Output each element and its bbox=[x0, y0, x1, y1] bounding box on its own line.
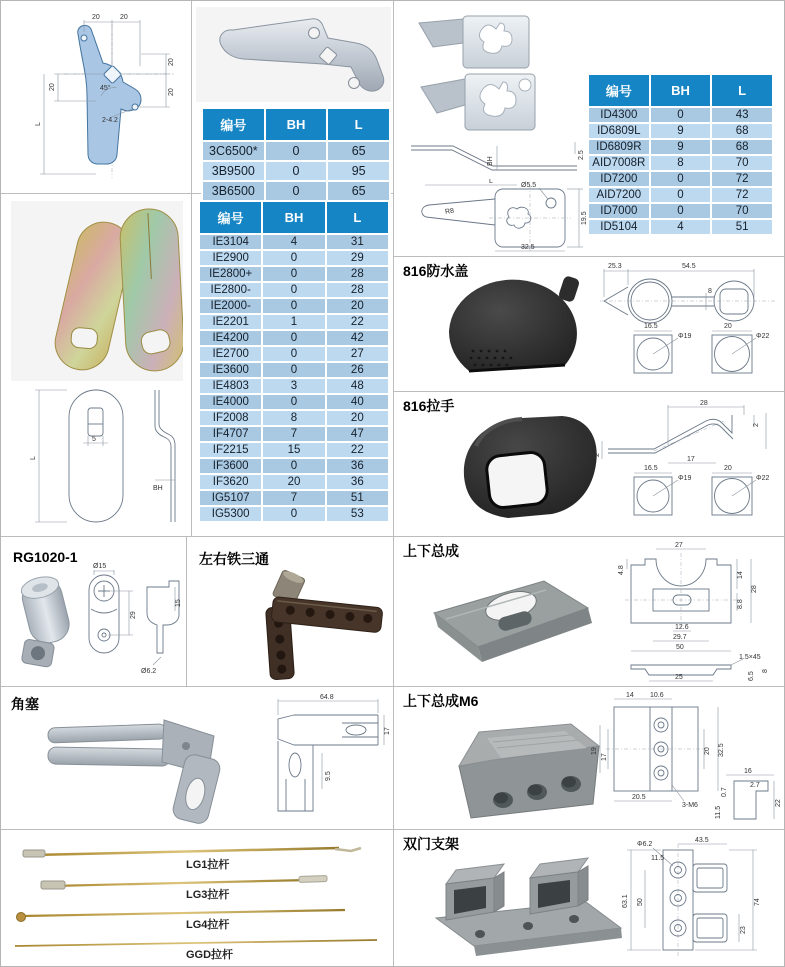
dim-label: 20 bbox=[168, 88, 175, 96]
dim-label: BH bbox=[153, 485, 163, 492]
table-cell: 43 bbox=[711, 107, 773, 123]
rod-label: LG4拉杆 bbox=[186, 919, 230, 931]
section-title-rg1020: RG1020-1 bbox=[13, 549, 78, 565]
table-cell: IG5107 bbox=[199, 490, 262, 506]
dim-label: 8 bbox=[762, 669, 769, 673]
section-title-updown: 上下总成 bbox=[403, 543, 459, 559]
section-title-corner: 角塞 bbox=[11, 696, 39, 712]
table-cell: 1 bbox=[262, 314, 325, 330]
table-row bbox=[202, 181, 390, 201]
dim-label: 17 bbox=[384, 727, 391, 735]
bracket-photo-2 bbox=[421, 74, 535, 130]
table-row bbox=[199, 282, 389, 298]
dim-label: 19.5 bbox=[581, 211, 588, 225]
pull-rods-photo bbox=[1, 831, 393, 966]
table-cell: 29 bbox=[326, 250, 389, 266]
divider bbox=[1, 686, 785, 687]
dim-label: 32.5 bbox=[718, 743, 725, 757]
dim-label: L bbox=[489, 179, 493, 185]
table-row bbox=[588, 139, 773, 155]
table-cell: 0 bbox=[262, 266, 325, 282]
bracket-tube-right bbox=[530, 858, 588, 914]
dim-label: 2.7 bbox=[750, 782, 760, 789]
dim-label: 5 bbox=[92, 436, 96, 443]
dim-label: Ø15 bbox=[93, 563, 107, 570]
table-row bbox=[199, 506, 389, 522]
table-cell: 95 bbox=[327, 161, 390, 181]
rod-label: LG3拉杆 bbox=[186, 889, 230, 901]
section-title-tee: 左右铁三通 bbox=[199, 551, 269, 567]
dim-label: 50 bbox=[637, 898, 644, 906]
table-cell: IG5300 bbox=[199, 506, 262, 522]
table-cell: IE4200 bbox=[199, 330, 262, 346]
rod-lg4 bbox=[17, 910, 346, 931]
table-cell: 8 bbox=[650, 155, 712, 171]
dim-label: R8 bbox=[444, 207, 455, 216]
table-row bbox=[199, 250, 389, 266]
parts-table-brackets bbox=[587, 73, 774, 236]
table-row bbox=[202, 141, 390, 161]
table-cell: 22 bbox=[326, 314, 389, 330]
brackets-photo bbox=[401, 11, 581, 136]
table-row bbox=[199, 314, 389, 330]
dim-label: Φ6.2 bbox=[637, 841, 653, 848]
dim-label: 2-4.2 bbox=[102, 117, 118, 124]
table-row bbox=[199, 458, 389, 474]
table-cell: 0 bbox=[262, 362, 325, 378]
dim-label: Ø6.2 bbox=[141, 668, 157, 675]
dim-label: 1.5×45 bbox=[739, 654, 761, 661]
table-cell: ID7000 bbox=[588, 203, 650, 219]
table-cell: 20 bbox=[262, 474, 325, 490]
table-cell: IF2008 bbox=[199, 410, 262, 426]
table-cell: 3 bbox=[262, 378, 325, 394]
waterproof-cap-photo bbox=[431, 271, 601, 383]
dim-label: 64.8 bbox=[320, 694, 334, 701]
table-row bbox=[199, 234, 389, 250]
dim-label: 15 bbox=[175, 599, 182, 607]
table-cell: 0 bbox=[265, 141, 328, 161]
updown-assembly-drawing bbox=[601, 541, 781, 683]
handle-drawing bbox=[594, 397, 782, 532]
table-cell: 48 bbox=[326, 378, 389, 394]
dim-label: 2.5 bbox=[578, 150, 585, 160]
bracket-photo-1 bbox=[419, 16, 529, 68]
double-door-bracket-drawing bbox=[601, 836, 771, 964]
table-cell: 0 bbox=[262, 298, 325, 314]
table-row bbox=[588, 219, 773, 235]
table-row bbox=[199, 346, 389, 362]
dim-label: 28 bbox=[751, 585, 758, 593]
dim-label: 20 bbox=[120, 14, 128, 21]
bracket-plan-drawing bbox=[399, 179, 589, 253]
rod-label: GGD拉杆 bbox=[186, 949, 234, 961]
dim-label: 23 bbox=[740, 926, 747, 934]
column-header: 编号 bbox=[199, 201, 262, 234]
table-cell: 65 bbox=[327, 181, 390, 201]
divider bbox=[393, 256, 785, 257]
cam-lever-drawing bbox=[6, 6, 186, 188]
dim-label: 54.5 bbox=[682, 263, 696, 270]
dim-label: 28 bbox=[700, 400, 708, 407]
divider bbox=[1, 829, 785, 830]
divider bbox=[191, 1, 192, 536]
table-cell: IE2700 bbox=[199, 346, 262, 362]
bracket-tube-left bbox=[446, 864, 504, 920]
dim-label: 2 bbox=[753, 423, 760, 427]
table-cell: 7 bbox=[262, 490, 325, 506]
table-cell: AID7008R bbox=[588, 155, 650, 171]
table-cell: 0 bbox=[262, 394, 325, 410]
table-cell: 36 bbox=[326, 474, 389, 490]
table-cell: IE4000 bbox=[199, 394, 262, 410]
table-cell: 15 bbox=[262, 442, 325, 458]
table-cell: 40 bbox=[326, 394, 389, 410]
dim-label: 20 bbox=[92, 14, 100, 21]
table-cell: 68 bbox=[711, 123, 773, 139]
table-cell: IF2215 bbox=[199, 442, 262, 458]
updown-assembly-photo bbox=[416, 561, 601, 676]
column-header: L bbox=[711, 74, 773, 107]
table-cell: IE3104 bbox=[199, 234, 262, 250]
rod-label: LG1拉杆 bbox=[186, 859, 230, 871]
rod-lg3 bbox=[41, 876, 327, 901]
dim-label: 29.7 bbox=[673, 634, 687, 641]
table-cell: 0 bbox=[262, 506, 325, 522]
dim-label: 45° bbox=[100, 85, 111, 92]
table-cell: 27 bbox=[326, 346, 389, 362]
table-cell: 42 bbox=[326, 330, 389, 346]
table-cell: ID7200 bbox=[588, 171, 650, 187]
table-cell: 3B6500 bbox=[202, 181, 265, 201]
column-header: BH bbox=[262, 201, 325, 234]
table-cell: ID6809R bbox=[588, 139, 650, 155]
divider bbox=[1, 536, 785, 537]
table-cell: 0 bbox=[262, 458, 325, 474]
table-cell: 28 bbox=[326, 282, 389, 298]
table-cell: IF3620 bbox=[199, 474, 262, 490]
dim-label: 29 bbox=[130, 611, 137, 619]
table-row bbox=[588, 203, 773, 219]
table-row bbox=[199, 362, 389, 378]
table-cell: 68 bbox=[711, 139, 773, 155]
section-title-updown-m6: 上下总成M6 bbox=[403, 693, 479, 709]
dim-label: 19 bbox=[591, 747, 598, 755]
dim-label: 20.5 bbox=[632, 794, 646, 801]
table-row bbox=[588, 171, 773, 187]
table-cell: AID7200 bbox=[588, 187, 650, 203]
table-row bbox=[588, 123, 773, 139]
cam-lever-photo bbox=[196, 7, 391, 102]
table-row bbox=[199, 426, 389, 442]
table-cell: ID6809L bbox=[588, 123, 650, 139]
table-row bbox=[199, 490, 389, 506]
dim-label: 11.5 bbox=[651, 855, 665, 862]
section-title-handle: 816拉手 bbox=[403, 398, 455, 414]
dim-label: 20 bbox=[168, 58, 175, 66]
dim-label: 43.5 bbox=[695, 837, 709, 844]
dim-label: 20 bbox=[724, 323, 732, 330]
table-cell: 0 bbox=[650, 171, 712, 187]
divider bbox=[186, 536, 187, 686]
table-cell: 36 bbox=[326, 458, 389, 474]
table-cell: 0 bbox=[262, 330, 325, 346]
rod-lg1 bbox=[23, 848, 361, 871]
dim-label: 9.5 bbox=[325, 771, 332, 781]
column-header: L bbox=[327, 108, 390, 141]
table-cell: 70 bbox=[711, 155, 773, 171]
dim-label: 12.6 bbox=[675, 624, 689, 631]
table-row bbox=[199, 410, 389, 426]
dim-label: 32.5 bbox=[521, 244, 535, 251]
table-cell: 65 bbox=[327, 141, 390, 161]
table-row bbox=[199, 298, 389, 314]
table-cell: IF3600 bbox=[199, 458, 262, 474]
dim-label: 50 bbox=[676, 644, 684, 651]
table-cell: 22 bbox=[326, 442, 389, 458]
table-cell: 72 bbox=[711, 171, 773, 187]
table-cell: 0 bbox=[650, 203, 712, 219]
table-cell: 4 bbox=[262, 234, 325, 250]
table-row bbox=[199, 378, 389, 394]
divider bbox=[393, 1, 394, 967]
column-header: BH bbox=[265, 108, 328, 141]
rg1020-photo bbox=[15, 571, 77, 671]
dim-label: BH bbox=[487, 156, 494, 166]
table-cell: IF4707 bbox=[199, 426, 262, 442]
dim-label: 8.8 bbox=[737, 599, 744, 609]
dim-label: 63.1 bbox=[622, 894, 629, 908]
table-row bbox=[199, 266, 389, 282]
table-cell: 51 bbox=[711, 219, 773, 235]
divider bbox=[393, 391, 785, 392]
table-cell: 0 bbox=[650, 187, 712, 203]
table-cell: 0 bbox=[265, 161, 328, 181]
dim-label: 25.3 bbox=[608, 263, 622, 270]
dim-label: 17 bbox=[687, 456, 695, 463]
table-cell: 0 bbox=[262, 250, 325, 266]
table-cell: 31 bbox=[326, 234, 389, 250]
dim-label: Ø5.5 bbox=[521, 182, 537, 189]
table-cell: ID4300 bbox=[588, 107, 650, 123]
column-header: BH bbox=[650, 74, 712, 107]
dim-label: 8 bbox=[708, 288, 712, 295]
dim-label: 20 bbox=[704, 747, 711, 755]
table-cell: IE2900 bbox=[199, 250, 262, 266]
table-header-row bbox=[202, 108, 390, 141]
table-cell: 20 bbox=[326, 410, 389, 426]
dim-label: 11.5 bbox=[715, 805, 722, 819]
table-cell: 0 bbox=[265, 181, 328, 201]
table-cell: 7 bbox=[262, 426, 325, 442]
rg1020-drawing bbox=[81, 561, 184, 676]
dim-label: Φ22 bbox=[756, 333, 770, 340]
table-cell: 9 bbox=[650, 139, 712, 155]
table-row bbox=[588, 155, 773, 171]
table-header-row bbox=[199, 201, 389, 234]
dim-label: 0.7 bbox=[721, 787, 728, 797]
table-cell: IE2000- bbox=[199, 298, 262, 314]
table-cell: 51 bbox=[326, 490, 389, 506]
handle-photo bbox=[436, 406, 606, 528]
dim-label: L bbox=[30, 456, 37, 460]
double-door-bracket-photo bbox=[416, 846, 626, 961]
dim-label: L bbox=[35, 122, 42, 126]
table-row bbox=[199, 394, 389, 410]
updown-m6-drawing bbox=[586, 689, 782, 827]
table-cell: 70 bbox=[711, 203, 773, 219]
dim-label: 6.5 bbox=[748, 671, 755, 681]
dim-label: 3-M6 bbox=[682, 802, 698, 809]
table-cell: 53 bbox=[326, 506, 389, 522]
table-cell: ID5104 bbox=[588, 219, 650, 235]
table-header-row bbox=[588, 74, 773, 107]
dim-label: 20 bbox=[724, 465, 732, 472]
table-cell: IE3600 bbox=[199, 362, 262, 378]
dim-label: 16 bbox=[744, 768, 752, 775]
table-row bbox=[199, 442, 389, 458]
section-title-waterproof-cap: 816防水盖 bbox=[403, 263, 469, 279]
rod-ggd bbox=[15, 940, 377, 961]
dim-label: 4.8 bbox=[618, 565, 625, 575]
section-title-double-door: 双门支架 bbox=[403, 836, 459, 852]
cam-plate-drawing bbox=[9, 384, 184, 532]
cam-plates-photo bbox=[11, 201, 183, 381]
table-row bbox=[588, 107, 773, 123]
dim-label: 16.5 bbox=[644, 465, 658, 472]
parts-table-cam bbox=[201, 107, 391, 202]
table-cell: 8 bbox=[262, 410, 325, 426]
tee-connector-photo bbox=[226, 559, 386, 681]
column-header: 编号 bbox=[202, 108, 265, 141]
dim-label: Φ22 bbox=[756, 475, 770, 482]
waterproof-cap-drawing bbox=[594, 259, 782, 387]
table-cell: IE2800+ bbox=[199, 266, 262, 282]
table-cell: IE4803 bbox=[199, 378, 262, 394]
dim-label: 25 bbox=[675, 674, 683, 681]
dim-label: 27 bbox=[675, 542, 683, 549]
table-cell: 3B9500 bbox=[202, 161, 265, 181]
parts-table-plates bbox=[198, 200, 390, 523]
corner-plug-photo bbox=[36, 696, 261, 826]
table-row bbox=[199, 330, 389, 346]
table-cell: 72 bbox=[711, 187, 773, 203]
dim-label: 22 bbox=[775, 799, 782, 807]
table-cell: 3C6500* bbox=[202, 141, 265, 161]
table-cell: 9 bbox=[650, 123, 712, 139]
table-cell: 47 bbox=[326, 426, 389, 442]
table-cell: 0 bbox=[262, 346, 325, 362]
dim-label: 16.5 bbox=[644, 323, 658, 330]
dim-label: 10.6 bbox=[650, 692, 664, 699]
dim-label: 74 bbox=[754, 898, 761, 906]
table-row bbox=[199, 474, 389, 490]
dim-label: 17 bbox=[601, 753, 608, 761]
table-cell: 26 bbox=[326, 362, 389, 378]
dim-label: 20 bbox=[49, 83, 56, 91]
table-cell: 20 bbox=[326, 298, 389, 314]
table-row bbox=[202, 161, 390, 181]
dim-label: 2 bbox=[594, 453, 601, 457]
table-cell: 4 bbox=[650, 219, 712, 235]
corner-plug-drawing bbox=[256, 693, 391, 823]
dim-label: 14 bbox=[737, 571, 744, 579]
dim-label: 14 bbox=[626, 692, 634, 699]
table-row bbox=[588, 187, 773, 203]
table-cell: 0 bbox=[650, 107, 712, 123]
dim-label: Φ19 bbox=[678, 475, 692, 482]
column-header: L bbox=[326, 201, 389, 234]
bracket-profile-drawing bbox=[399, 138, 589, 178]
table-cell: 28 bbox=[326, 266, 389, 282]
table-cell: 0 bbox=[262, 282, 325, 298]
table-cell: IE2800- bbox=[199, 282, 262, 298]
table-cell: IE2201 bbox=[199, 314, 262, 330]
dim-label: Φ19 bbox=[678, 333, 692, 340]
column-header: 编号 bbox=[588, 74, 650, 107]
